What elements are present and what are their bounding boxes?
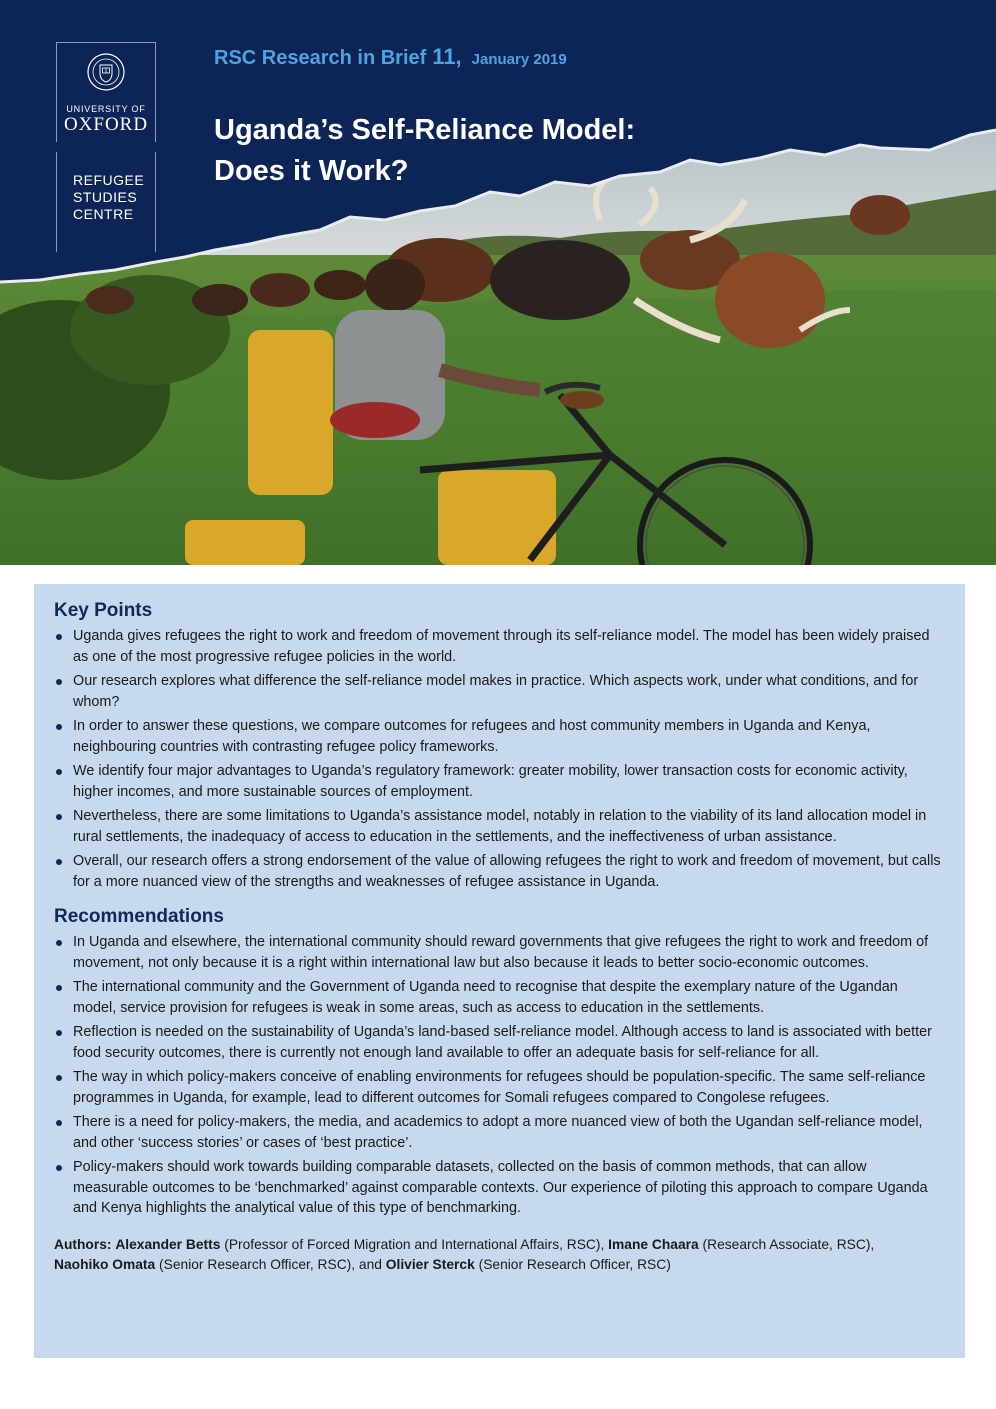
- title-line-2: Does it Work?: [214, 155, 409, 187]
- key-point-item: In order to answer these questions, we compare outcomes for refugees and host community members in Uganda and Kenya, neighbouring countries with contrasting refugee policy frameworks.: [54, 716, 943, 757]
- series-number: 11,: [432, 44, 462, 69]
- recommendations-list: [54, 932, 943, 1219]
- logo-rsc-line-3: CENTRE: [73, 206, 134, 222]
- authors-credit: [54, 1235, 943, 1276]
- author-role: (Research Associate, RSC),: [702, 1236, 875, 1252]
- key-point-item: We identify four major advantages to Uganda’s regulatory framework: greater mobility, lower transaction costs for economic activity, higher incomes, and more sustainable sources of employment.: [54, 761, 943, 802]
- author-name: Imane Chaara: [608, 1236, 699, 1252]
- key-points-heading: Key Points: [54, 600, 153, 621]
- logo-rsc-line-2: STUDIES: [73, 189, 138, 205]
- author-role: (Professor of Forced Migration and International Affairs, RSC),: [224, 1236, 605, 1252]
- key-points-list: [54, 626, 943, 892]
- recommendations-heading: Recommendations: [54, 906, 224, 927]
- page-title: [214, 110, 635, 192]
- authors-label: Authors:: [54, 1236, 112, 1252]
- summary-panel: [34, 584, 965, 1358]
- key-point-item: Nevertheless, there are some limitations to Uganda’s assistance model, notably in relation to the viability of its land allocation model in rural settlements, the inadequacy of access to education in the settlements, and the ineffectiveness of urban assistance.: [54, 806, 943, 847]
- key-point-item: Uganda gives refugees the right to work and freedom of movement through its self-reliance model. The model has been widely praised as one of the most progressive refugee policies in the world.: [54, 626, 943, 667]
- recommendation-item: Reflection is needed on the sustainability of Uganda’s land-based self-reliance model. Although access to land is associated with better food security outcomes, there is currently not enough land available to offer an adequate basis for self-reliance for all.: [54, 1022, 943, 1063]
- key-point-item: Our research explores what difference the self-reliance model makes in practice. Which aspects work, under what conditions, and for whom?: [54, 671, 943, 712]
- title-line-1: Uganda’s Self-Reliance Model:: [214, 114, 636, 146]
- series-date: January 2019: [471, 51, 567, 68]
- hero-banner: [0, 0, 996, 565]
- key-point-item: Overall, our research offers a strong endorsement of the value of allowing refugees the right to work and freedom of movement, but calls for a more nuanced view of the strengths and weaknesses of refugee assistance in Uganda.: [54, 851, 943, 892]
- author-role: (Senior Research Officer, RSC), and: [159, 1257, 382, 1272]
- author-name: Naohiko Omata: [54, 1257, 156, 1272]
- series-name: RSC Research in Brief: [214, 47, 427, 69]
- recommendation-item: The way in which policy-makers conceive of enabling environments for refugees should be population-specific. The same self-reliance programmes in Uganda, for example, lead to different outcomes for Somali refugees compared to Congolese refugees.: [54, 1067, 943, 1108]
- oxford-logo: [56, 42, 156, 142]
- recommendation-item: There is a need for policy-makers, the media, and academics to adopt a more nuanced view of both the Ugandan self-reliance model, and other ‘success stories’ or cases of ‘best practice’.: [54, 1112, 943, 1153]
- rsc-logo: [56, 152, 156, 252]
- oxford-crest-icon: [86, 51, 126, 95]
- logo-university-of: UNIVERSITY OF: [66, 104, 146, 114]
- author-name: Olivier Sterck: [385, 1257, 475, 1272]
- recommendation-item: Policy-makers should work towards building comparable datasets, collected on the basis of common methods, that can allow measurable outcomes to be ‘benchmarked’ against comparable contexts. Our experience of piloting this approach to compare Uganda and Kenya highlights the analytical value of this type of benchmarking.: [54, 1157, 943, 1219]
- author-name: Alexander Betts: [115, 1236, 221, 1252]
- series-line: [214, 44, 567, 70]
- logo-rsc-line-1: REFUGEE: [73, 172, 145, 188]
- recommendation-item: In Uganda and elsewhere, the international community should reward governments that give refugees the right to work and freedom of movement, not only because it is a right within international law but also because it leads to better socio-economic outcomes.: [54, 932, 943, 973]
- recommendation-item: The international community and the Government of Uganda need to recognise that despite the exemplary nature of the Ugandan model, service provision for refugees is weak in some areas, such as access to education in the settlements.: [54, 977, 943, 1018]
- author-role: (Senior Research Officer, RSC): [478, 1257, 671, 1272]
- logo-oxford: OXFORD: [63, 114, 149, 135]
